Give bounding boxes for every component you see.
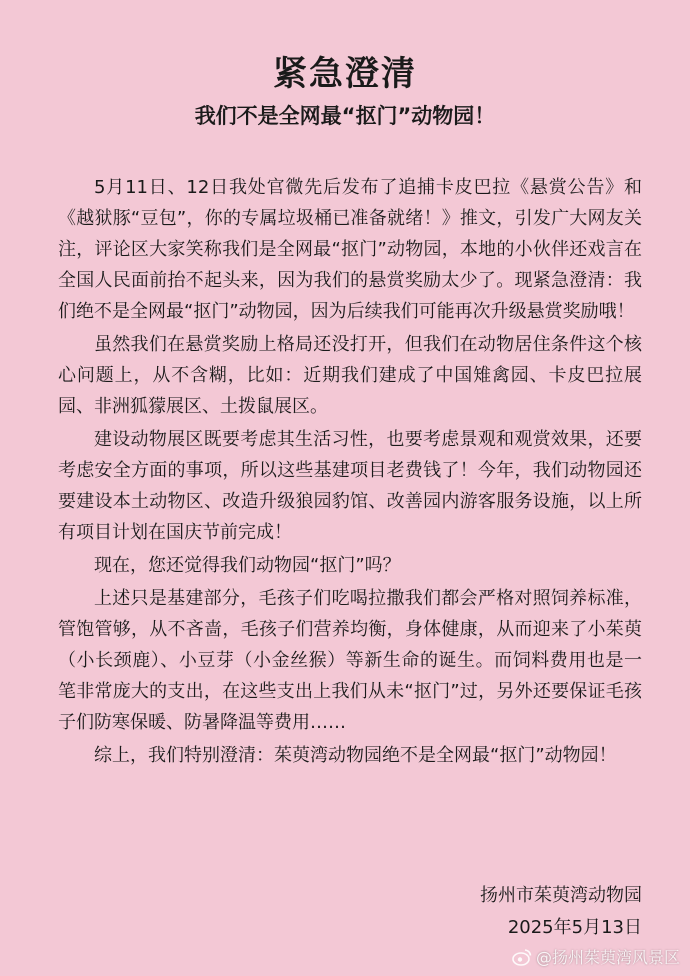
document-body [58,172,642,771]
signature-org: 扬州市茱萸湾动物园 [480,885,642,906]
signature-date: 2025年5月13日 [507,917,642,938]
signature-block [480,880,642,944]
paragraph-2: 虽然我们在悬赏奖励上格局还没打开，但我们在动物居住条件这个核心问题上，从不含糊，比如：近期我们建成了中国雉禽园、卡皮巴拉展园、非洲狐獴展区、土拨鼠展区。 [58,334,642,417]
page-subtitle: 我们不是全网最“抠门”动物园！ [194,104,496,128]
paragraph-3: 建设动物展区既要考虑其生活习性，也要考虑景观和观赏效果，还要考虑安全方面的事项，所以这些基建项目老费钱了！今年，我们动物园还要建设本土动物区、改造升级狼园豹馆、改善园内游客服务设施，以上所有项目计划在国庆节前完成！ [58,429,642,543]
page-title: 紧急澄清 [273,54,417,94]
watermark-text: @扬州茱萸湾风景区 [535,948,680,967]
weibo-icon [512,948,532,966]
paragraph-1: 5月11日、12日我处官微先后发布了追捕卡皮巴拉《悬赏公告》和《越狱豚“豆包”，你的专属垃圾桶已准备就绪！》推文，引发广大网友关注，评论区大家笑称我们是全网最“抠门”动物园，本地的小伙伴还戏言在全国人民面前抬不起头来，因为我们的悬赏奖励太少了。现紧急澄清：我们绝不是全网最“抠门”动物园，因为后续我们可能再次升级悬赏奖励哦！ [58,177,642,322]
watermark [512,945,680,968]
paragraph-5: 上述只是基建部分，毛孩子们吃喝拉撒我们都会严格对照饲养标准，管饱管够，从不吝啬，毛孩子们营养均衡，身体健康，从而迎来了小茱萸（小长颈鹿）、小豆芽（小金丝猴）等新生命的诞生。而饲料费用也是一笔非常庞大的支出，在这些支出上我们从未“抠门”过，另外还要保证毛孩子们防寒保暖、防暑降温等费用…… [58,588,642,733]
paragraph-6: 综上，我们特别澄清：茱萸湾动物园绝不是全网最“抠门”动物园！ [94,745,617,766]
paragraph-4: 现在，您还觉得我们动物园“抠门”吗？ [94,555,401,576]
